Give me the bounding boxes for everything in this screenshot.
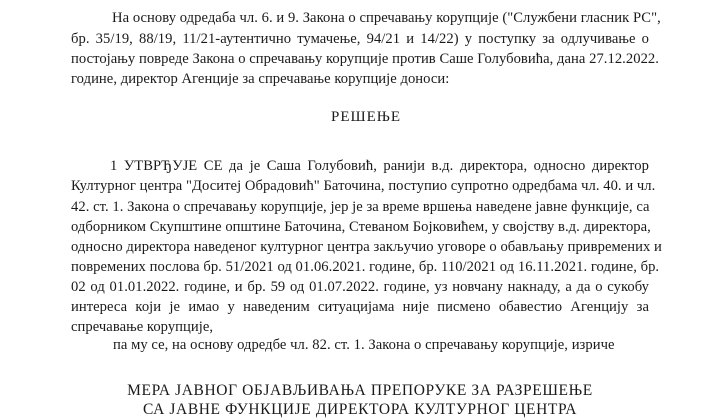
intro-line: На основу одредаба чл. 6. и 9. Закона о спречавању корупције ("Службени гласник РС", — [112, 10, 661, 26]
decision-title: РЕШЕЊЕ — [331, 109, 402, 125]
measure-heading: СА ЈАВНЕ ФУНКЦИЈЕ ДИРЕКТОРА КУЛТУРНОГ ЦЕНТРА — [142, 401, 578, 418]
paragraph-line: интереса који је имао у наведеним ситуацијама није писмено обавестио Агенцију за — [71, 299, 649, 315]
paragraph-line: Културног центра "Доситеј Обрадовић" Баточина, поступио супротно одредбама чл. 40. и чл. — [71, 178, 656, 194]
pronouncement-line: па му се, на основу одредбе чл. 82. ст. 1. Закона о спречавању корупције, изриче — [113, 337, 615, 353]
intro-line: бр. 35/19, 88/19, 11/21-аутентично тумачење, 94/21 и 14/22) у поступку за одлучивање о — [71, 31, 649, 47]
intro-line: године, директор Агенције за спречавање корупције доноси: — [71, 71, 450, 87]
paragraph-line: 02 од 01.01.2022. године, и бр. 59 од 01.07.2022. године, уз новчану накнаду, а да о сукобу — [71, 279, 649, 295]
paragraph-line: односно директора наведеног културног центра закључио уговоре о обављању привремених и — [71, 239, 662, 255]
paragraph-line: спречавање корупције, — [71, 319, 214, 335]
paragraph-line: 1 УТВРЂУЈЕ СЕ да је Саша Голубовић, ранији в.д. директора, односно директор — [110, 158, 649, 174]
paragraph-line: 42. ст. 1. Закона о спречавању корупције, јер је за време вршења наведене јавне функције, са — [71, 199, 650, 215]
paragraph-line: одборником Скупштине општине Баточина, Стеваном Бојковићем, у својству в.д. директора, — [71, 219, 651, 235]
measure-heading: МЕРА ЈАВНОГ ОБЈАВЉИВАЊА ПРЕПОРУКЕ ЗА РАЗРЕШЕЊЕ — [127, 382, 593, 399]
paragraph-line: повремених послова бр. 51/2021 од 01.06.2021. године, бр. 110/2021 од 16.11.2021. године, бр. — [71, 259, 660, 275]
intro-line: постојању повреде Закона о спречавању корупције против Саше Голубовића, дана 27.12.2022. — [71, 51, 659, 67]
